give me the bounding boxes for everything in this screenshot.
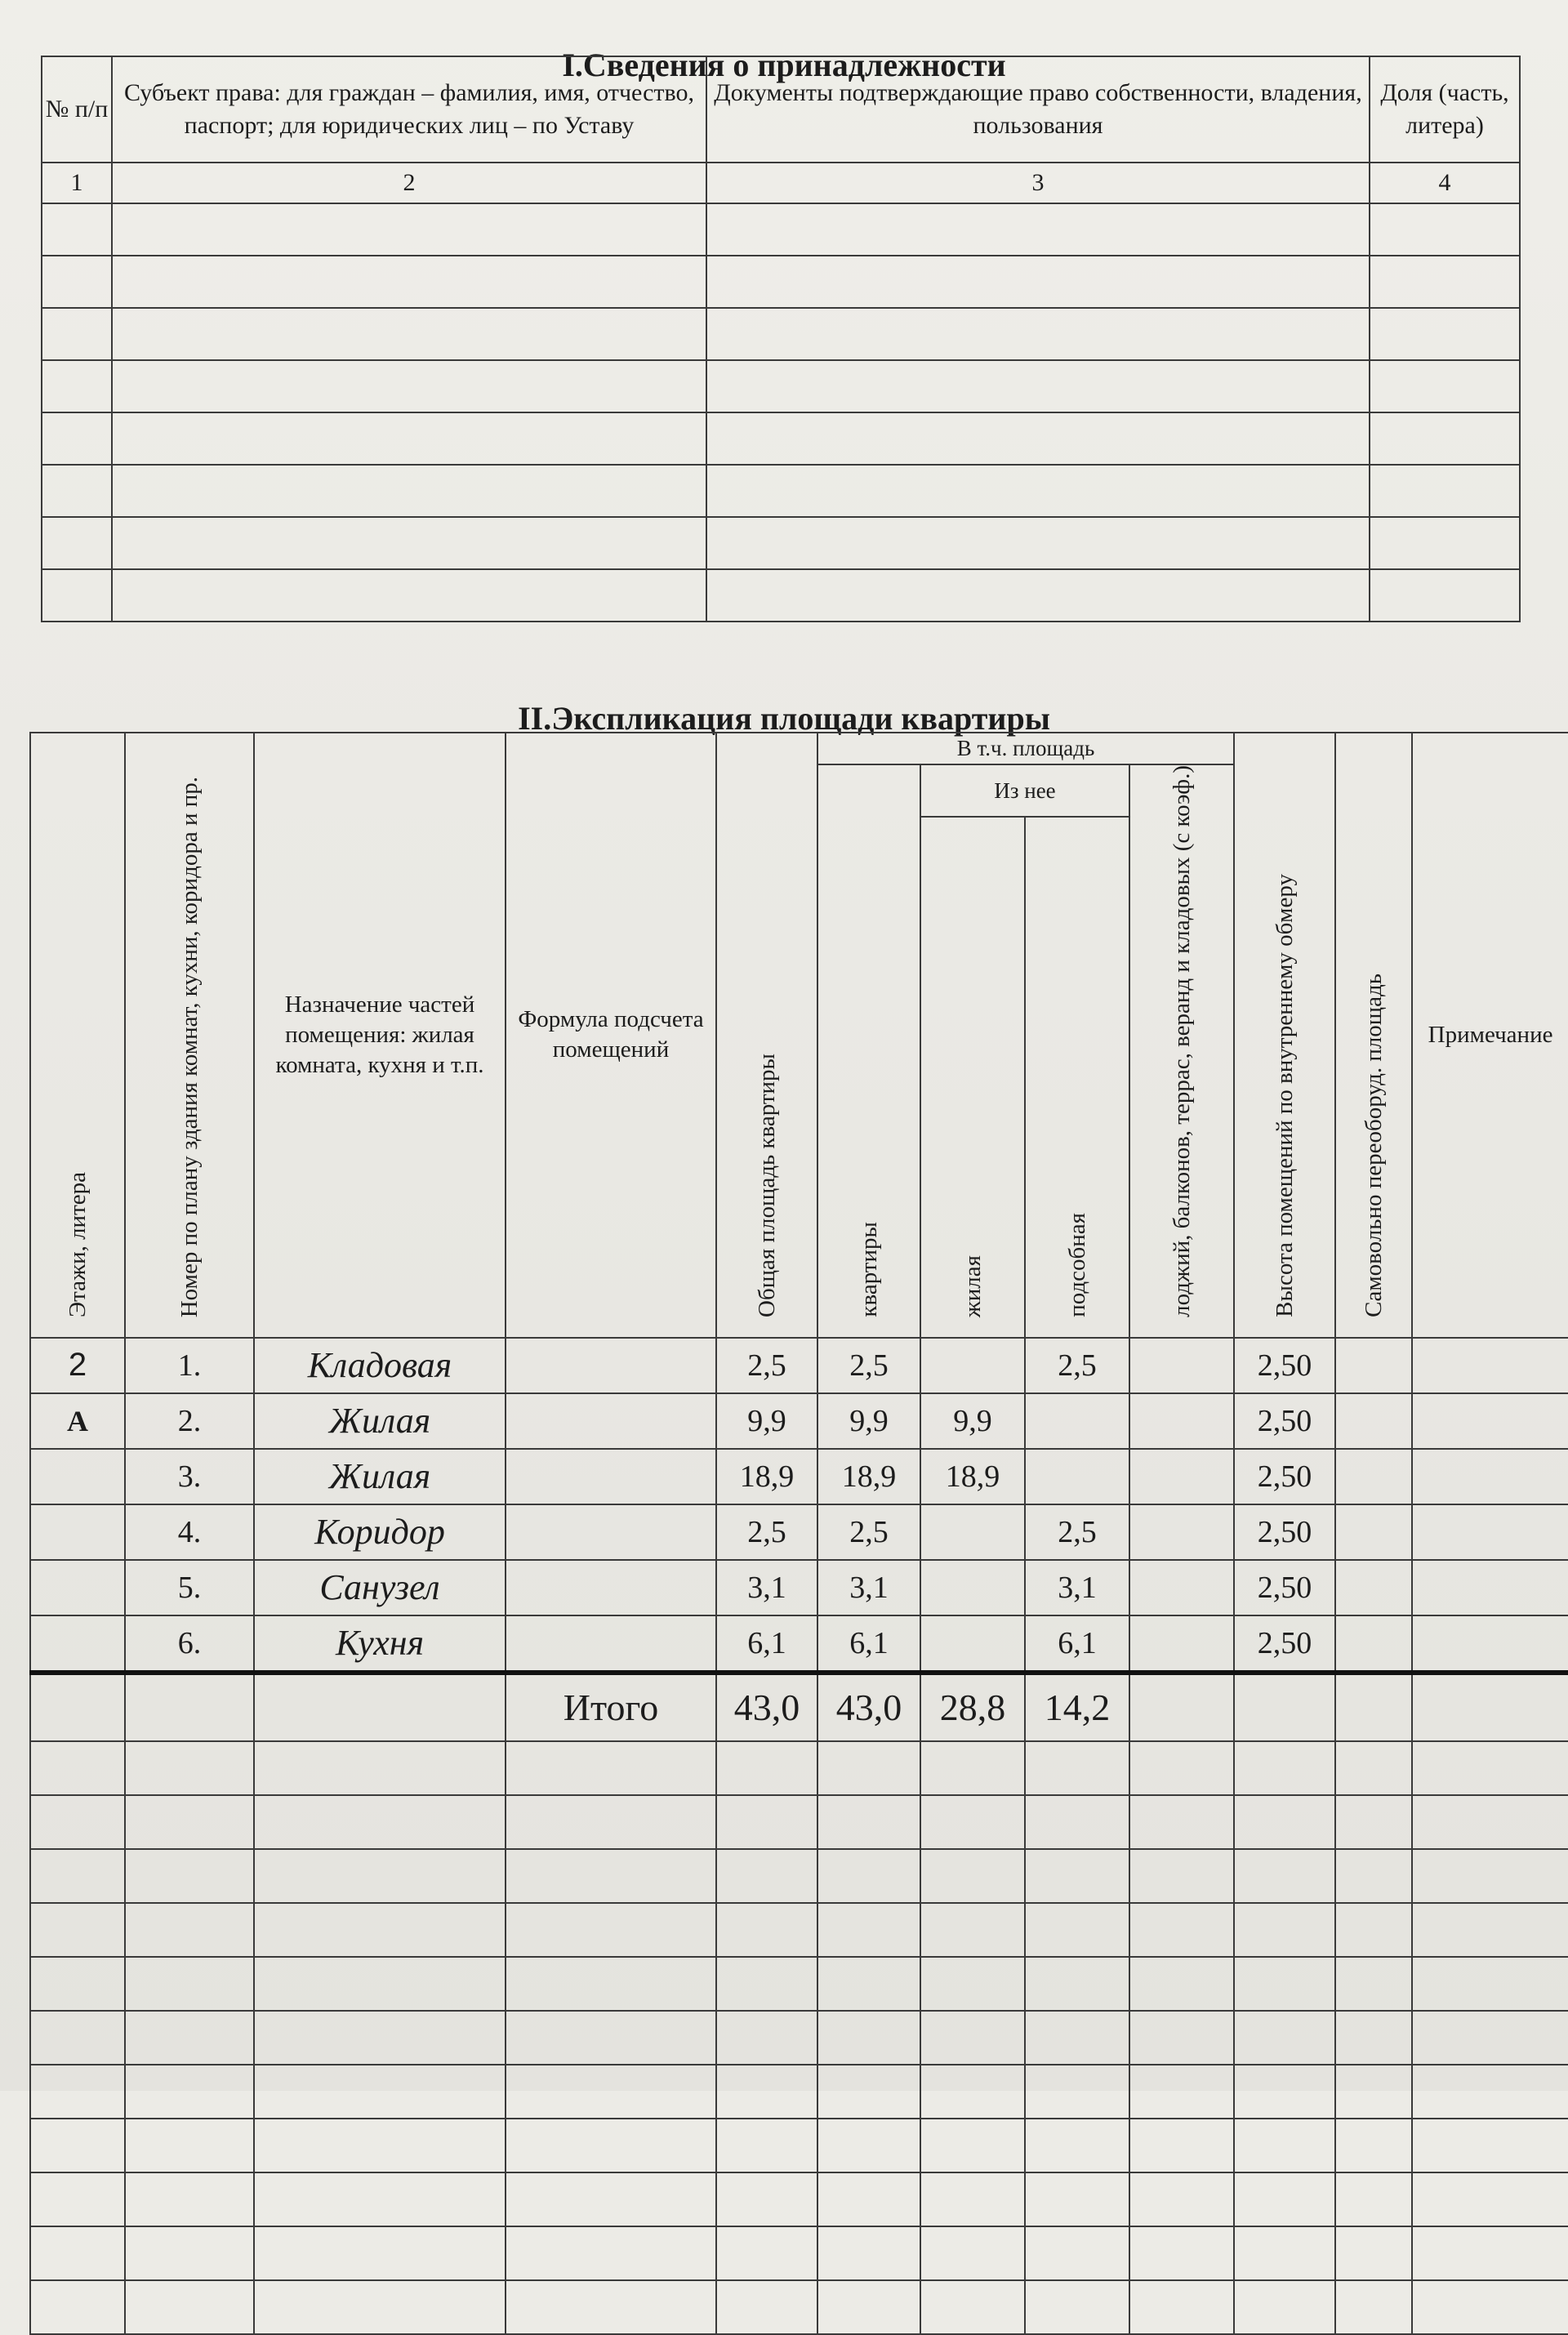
room-name-cell: Санузел	[254, 1560, 506, 1615]
apartment-area-cell: 2,5	[817, 1338, 920, 1393]
area-explication-table	[29, 732, 1568, 2335]
table-row	[30, 1393, 1568, 1449]
table-row	[30, 2065, 1568, 2119]
header-auxiliary: подсобная	[1025, 817, 1129, 1337]
apartment-area-cell: 2,5	[817, 1504, 920, 1560]
loggia-area-cell	[1129, 1338, 1234, 1393]
floor-cell: А	[30, 1393, 125, 1449]
header-documents: Документы подтверждающие право собственности, владения, пользования	[706, 56, 1370, 163]
note-cell	[1412, 1560, 1568, 1615]
apartment-area-cell: 6,1	[817, 1615, 920, 1673]
table-row	[42, 569, 1520, 622]
table-row	[42, 412, 1520, 465]
height-cell: 2,50	[1234, 1393, 1335, 1449]
auxiliary-area-sum: 14,2	[1025, 1673, 1129, 1741]
loggia-area-cell	[1129, 1449, 1234, 1504]
note-cell	[1412, 1393, 1568, 1449]
column-number-3: 3	[706, 163, 1370, 203]
table-row	[30, 1957, 1568, 2011]
unauthorized-cell	[1335, 1449, 1412, 1504]
header-number: № п/п	[42, 56, 112, 163]
living-area-cell	[920, 1560, 1025, 1615]
room-number-cell: 3.	[125, 1449, 254, 1504]
table-row	[42, 203, 1520, 256]
table-row	[30, 1741, 1568, 1795]
floor-cell	[30, 1560, 125, 1615]
auxiliary-area-cell: 3,1	[1025, 1560, 1129, 1615]
unauthorized-cell	[1335, 1560, 1412, 1615]
floor-cell	[30, 1504, 125, 1560]
table-row	[42, 360, 1520, 412]
height-cell: 2,50	[1234, 1615, 1335, 1673]
table-row	[30, 2011, 1568, 2065]
auxiliary-area-cell: 2,5	[1025, 1338, 1129, 1393]
table-row	[30, 1615, 1568, 1673]
loggia-area-cell	[1129, 1504, 1234, 1560]
header-apartment: квартиры	[817, 764, 920, 1338]
total-area-cell: 6,1	[716, 1615, 817, 1673]
total-area-cell: 3,1	[716, 1560, 817, 1615]
loggia-area-cell	[1129, 1560, 1234, 1615]
total-label: Итого	[506, 1673, 716, 1741]
room-number-cell: 5.	[125, 1560, 254, 1615]
header-formula: Формула подсчета помещений	[506, 733, 716, 1338]
living-area-cell	[920, 1338, 1025, 1393]
note-cell	[1412, 1504, 1568, 1560]
header-height: Высота помещений по внутреннему обмеру	[1234, 733, 1335, 1338]
section1-title: I.Сведения о принадлежности	[562, 47, 1006, 83]
table-row	[42, 308, 1520, 360]
total-area-cell: 18,9	[716, 1449, 817, 1504]
note-cell	[1412, 1615, 1568, 1673]
table-row	[30, 1560, 1568, 1615]
unauthorized-cell	[1335, 1338, 1412, 1393]
ownership-table	[41, 56, 1521, 622]
total-row	[30, 1673, 1568, 1741]
room-number-cell: 6.	[125, 1615, 254, 1673]
auxiliary-area-cell: 2,5	[1025, 1504, 1129, 1560]
apartment-area-cell: 9,9	[817, 1393, 920, 1449]
living-area-cell: 9,9	[920, 1393, 1025, 1449]
header-total-area: Общая площадь квартиры	[716, 733, 817, 1338]
table-row	[30, 1795, 1568, 1849]
apartment-area-sum: 43,0	[817, 1673, 920, 1741]
height-cell: 2,50	[1234, 1449, 1335, 1504]
height-cell: 2,50	[1234, 1560, 1335, 1615]
room-number-cell: 4.	[125, 1504, 254, 1560]
header-purpose: Назначение частей помещения: жилая комната, кухня и т.п.	[254, 733, 506, 1338]
header-floor: Этажи, литера	[30, 733, 125, 1338]
header-including-area: В т.ч. площадь	[817, 733, 1234, 764]
room-name-cell: Кухня	[254, 1615, 506, 1673]
auxiliary-area-cell	[1025, 1393, 1129, 1449]
section2-title: II.Экспликация площади квартиры	[518, 700, 1050, 737]
unauthorized-cell	[1335, 1504, 1412, 1560]
formula-cell	[506, 1615, 716, 1673]
header-subject: Субъект права: для граждан – фамилия, имя, отчество, паспорт; для юридических лиц – по Уставу	[112, 56, 706, 163]
floor-cell	[30, 1449, 125, 1504]
formula-cell	[506, 1393, 716, 1449]
header-living: жилая	[920, 817, 1025, 1337]
height-cell: 2,50	[1234, 1338, 1335, 1393]
formula-cell	[506, 1338, 716, 1393]
total-area-cell: 2,5	[716, 1338, 817, 1393]
note-cell	[1412, 1449, 1568, 1504]
living-area-cell	[920, 1504, 1025, 1560]
total-area-cell: 9,9	[716, 1393, 817, 1449]
living-area-cell: 18,9	[920, 1449, 1025, 1504]
room-number-cell: 2.	[125, 1393, 254, 1449]
room-name-cell: Кладовая	[254, 1338, 506, 1393]
header-note: Примечание	[1412, 733, 1568, 1338]
floor-cell	[30, 1615, 125, 1673]
table-row	[30, 1849, 1568, 1903]
unauthorized-cell	[1335, 1615, 1412, 1673]
table-row	[42, 256, 1520, 308]
unauthorized-cell	[1335, 1393, 1412, 1449]
header-unauthorized: Самовольно переоборуд. площадь	[1335, 733, 1412, 1338]
formula-cell	[506, 1449, 716, 1504]
auxiliary-area-cell	[1025, 1449, 1129, 1504]
living-area-cell	[920, 1615, 1025, 1673]
header-room-number: Номер по плану здания комнат, кухни, коридора и пр.	[125, 733, 254, 1338]
floor-cell: 2	[30, 1338, 125, 1393]
table-row	[42, 465, 1520, 517]
formula-cell	[506, 1560, 716, 1615]
table-row	[30, 2226, 1568, 2280]
total-area-sum: 43,0	[716, 1673, 817, 1741]
total-area-cell: 2,5	[716, 1504, 817, 1560]
living-area-sum: 28,8	[920, 1673, 1025, 1741]
loggia-area-cell	[1129, 1615, 1234, 1673]
room-number-cell: 1.	[125, 1338, 254, 1393]
room-name-cell: Коридор	[254, 1504, 506, 1560]
column-number-4: 4	[1370, 163, 1520, 203]
table-row	[30, 2172, 1568, 2226]
auxiliary-area-cell: 6,1	[1025, 1615, 1129, 1673]
header-share: Доля (часть, литера)	[1370, 56, 1520, 163]
formula-cell	[506, 1504, 716, 1560]
header-loggias: лоджий, балконов, террас, веранд и кладовых (с коэф.)	[1129, 764, 1234, 1338]
column-number-1: 1	[42, 163, 112, 203]
table-row	[30, 1504, 1568, 1560]
loggia-area-cell	[1129, 1393, 1234, 1449]
note-cell	[1412, 1338, 1568, 1393]
table-row	[30, 1338, 1568, 1393]
room-name-cell: Жилая	[254, 1449, 506, 1504]
table-row	[30, 2119, 1568, 2172]
column-number-2: 2	[112, 163, 706, 203]
table-row	[30, 1449, 1568, 1504]
table-row	[30, 1903, 1568, 1957]
table-row	[30, 2280, 1568, 2334]
apartment-area-cell: 3,1	[817, 1560, 920, 1615]
height-cell: 2,50	[1234, 1504, 1335, 1560]
table-row	[42, 517, 1520, 569]
header-of-which: Из нее	[920, 764, 1129, 817]
apartment-area-cell: 18,9	[817, 1449, 920, 1504]
room-name-cell: Жилая	[254, 1393, 506, 1449]
